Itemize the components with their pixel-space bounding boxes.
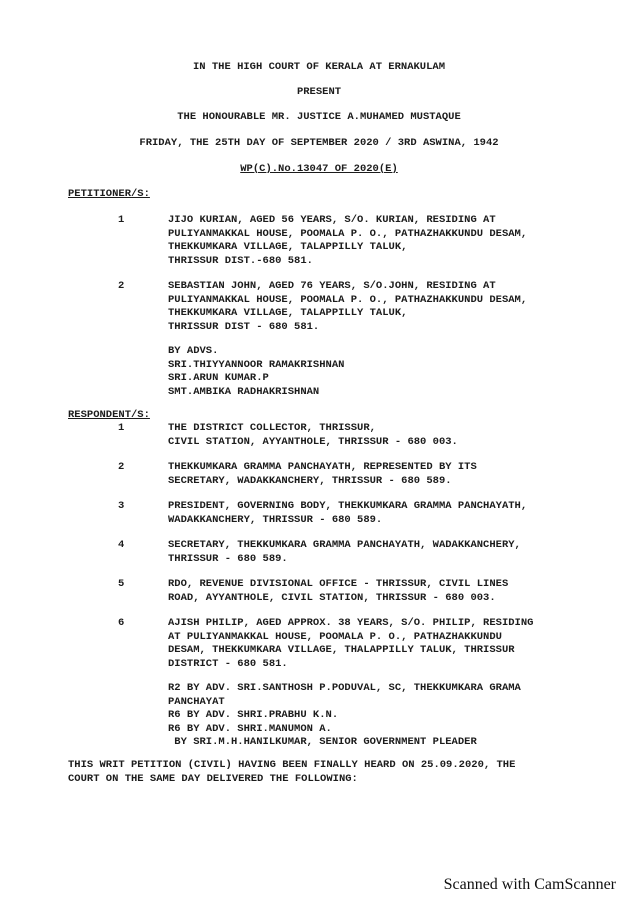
respondent-1-line-1: THE DISTRICT COLLECTOR, THRISSUR, — [168, 422, 376, 434]
respondent-6-number: 6 — [118, 617, 125, 629]
petitioner-2-line-4: THRISSUR DIST - 680 581. — [168, 320, 320, 333]
respondent-advocates-line-1: R2 BY ADV. SRI.SANTHOSH P.PODUVAL, SC, THEKKUMKARA GRAMA — [168, 682, 521, 694]
petitioner-1-number: 1 — [118, 214, 125, 226]
petitioner-advocates-line-1: BY ADVS. — [168, 345, 219, 357]
petitioner-1-line-1: JIJO KURIAN, AGED 56 YEARS, S/O. KURIAN, RESIDING AT — [168, 214, 496, 226]
respondent-1-number: 1 — [118, 422, 125, 434]
camscanner-watermark: Scanned with CamScanner — [443, 876, 616, 893]
respondent-2-details — [168, 461, 608, 488]
closing-line-1: THIS WRIT PETITION (CIVIL) HAVING BEEN FINALLY HEARD ON 25.09.2020, THE — [68, 759, 516, 771]
petitioner-1-details — [168, 214, 608, 268]
petitioner-2-line-3: THEKKUMKARA VILLAGE, TALAPPILLY TALUK, — [168, 307, 408, 320]
petitioner-advocates — [168, 345, 608, 399]
respondent-6-details — [168, 617, 608, 671]
respondent-3-line-2: WADAKKANCHERY, THRISSUR - 680 589. — [168, 513, 383, 526]
petitioner-2-line-2: PULIYANMAKKAL HOUSE, POOMALA P. O., PATHAZHAKKUNDU DESAM, — [168, 293, 528, 306]
petitioner-1-line-3: THEKKUMKARA VILLAGE, TALAPPILLY TALUK, — [168, 241, 408, 254]
respondent-6-line-1: AJISH PHILIP, AGED APPROX. 38 YEARS, S/O. PHILIP, RESIDING — [168, 617, 534, 629]
petitioner-2-number: 2 — [118, 280, 125, 292]
respondent-5-line-1: RDO, REVENUE DIVISIONAL OFFICE - THRISSUR, CIVIL LINES — [168, 578, 509, 590]
respondent-3-details — [168, 500, 608, 527]
present-label: PRESENT — [296, 86, 342, 98]
petitioners-heading: PETITIONER/S: — [68, 188, 150, 200]
court-name: IN THE HIGH COURT OF KERALA AT ERNAKULAM — [192, 61, 446, 73]
case-number — [0, 163, 638, 176]
case-number-text: WP(C).No.13047 OF 2020(E) — [240, 163, 398, 175]
respondent-1-line-2: CIVIL STATION, AYYANTHOLE, THRISSUR - 680 003. — [168, 435, 458, 448]
judge-name: THE HONOURABLE MR. JUSTICE A.MUHAMED MUSTAQUE — [177, 111, 461, 123]
closing-line-2: COURT ON THE SAME DAY DELIVERED THE FOLLOWING: — [68, 773, 358, 785]
respondent-2-line-1: THEKKUMKARA GRAMMA PANCHAYATH, REPRESENTED BY ITS — [168, 461, 477, 473]
petitioner-advocates-line-4: SMT.AMBIKA RADHAKRISHNAN — [168, 385, 320, 398]
respondent-2-number: 2 — [118, 461, 125, 473]
petitioner-1-line-4: THRISSUR DIST.-680 581. — [168, 254, 313, 267]
respondent-3-line-1: PRESIDENT, GOVERNING BODY, THEKKUMKARA GRAMMA PANCHAYATH, — [168, 500, 528, 512]
respondent-1-details — [168, 422, 608, 449]
respondent-6-line-2: AT PULIYANMAKKAL HOUSE, POOMALA P. O., PATHAZHAKKUNDU — [168, 630, 502, 643]
petitioner-1-line-2: PULIYANMAKKAL HOUSE, POOMALA P. O., PATHAZHAKKUNDU DESAM, — [168, 227, 528, 240]
petitioner-advocates-line-3: SRI.ARUN KUMAR.P — [168, 372, 269, 385]
petitioner-2-details — [168, 280, 608, 334]
respondent-4-details — [168, 539, 608, 566]
respondent-4-line-2: THRISSUR - 680 589. — [168, 552, 288, 565]
respondent-5-number: 5 — [118, 578, 125, 590]
respondent-5-details — [168, 578, 608, 605]
respondent-5-line-2: ROAD, AYYANTHOLE, CIVIL STATION, THRISSUR - 680 003. — [168, 591, 496, 604]
respondent-4-number: 4 — [118, 539, 125, 551]
respondent-6-line-4: DISTRICT - 680 581. — [168, 657, 288, 670]
hearing-date: FRIDAY, THE 25TH DAY OF SEPTEMBER 2020 / 3RD ASWINA, 1942 — [139, 137, 499, 149]
respondent-3-number: 3 — [118, 500, 125, 512]
respondent-6-line-3: DESAM, THEKKUMKARA VILLAGE, THALAPPILLY TALUK, THRISSUR — [168, 644, 515, 657]
respondent-advocates-line-4: R6 BY ADV. SHRI.MANUMON A. — [168, 722, 332, 735]
respondent-advocates-line-2: PANCHAYAT — [168, 695, 225, 708]
respondent-advocates — [168, 682, 608, 750]
petitioner-2-line-1: SEBASTIAN JOHN, AGED 76 YEARS, S/O.JOHN, RESIDING AT — [168, 280, 496, 292]
respondent-advocates-line-5: BY SRI.M.H.HANILKUMAR, SENIOR GOVERNMENT PLEADER — [168, 736, 477, 749]
respondent-advocates-line-3: R6 BY ADV. SHRI.PRABHU K.N. — [168, 709, 339, 722]
respondents-heading: RESPONDENT/S: — [68, 409, 150, 421]
respondent-4-line-1: SECRETARY, THEKKUMKARA GRAMMA PANCHAYATH, WADAKKANCHERY, — [168, 539, 521, 551]
respondent-2-line-2: SECRETARY, WADAKKANCHERY, THRISSUR - 680 589. — [168, 474, 452, 487]
petitioner-advocates-line-2: SRI.THIYYANNOOR RAMAKRISHNAN — [168, 358, 345, 371]
